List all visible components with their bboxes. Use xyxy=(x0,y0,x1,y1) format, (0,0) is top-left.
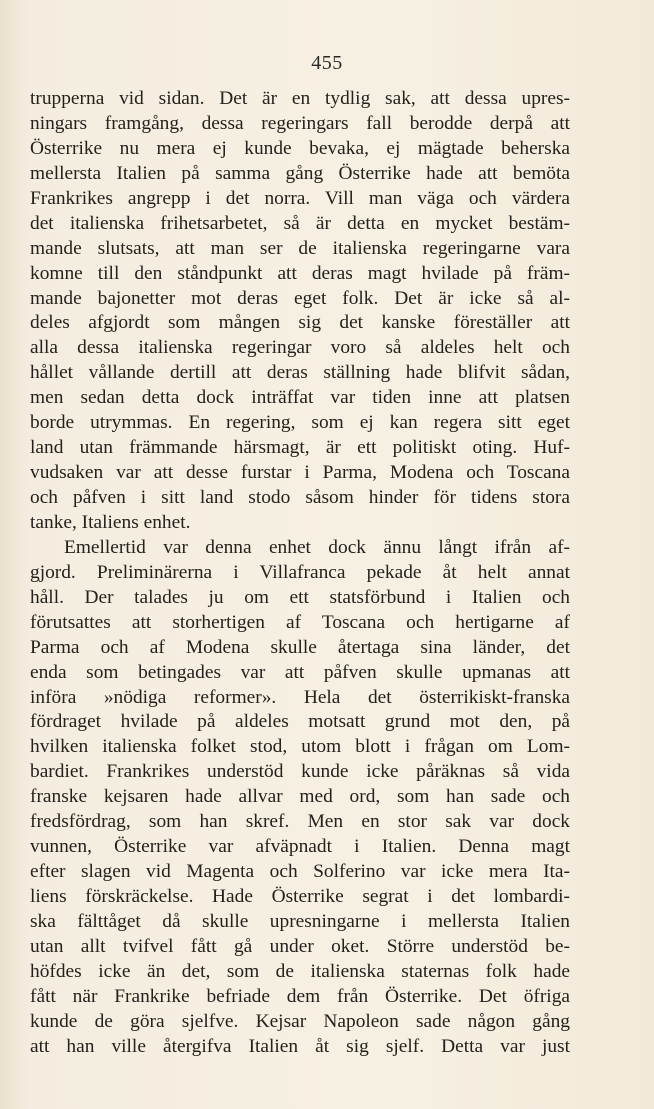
text-line: och påfven i sitt land stodo såsom hinder för tidens stora xyxy=(30,487,570,508)
text-line: efter slagen vid Magenta och Solferino var icke mera Ita- xyxy=(30,861,570,883)
text-line: mellersta Italien på samma gång Österrike hade att bemöta xyxy=(30,162,570,184)
text-line: vudsaken var att desse furstar i Parma, Modena och Toscana xyxy=(30,462,570,484)
text-line: fördraget hvilade på aldeles motsatt grund mot den, på xyxy=(30,711,570,733)
text-line: komne till den ståndpunkt att deras magt hvilade på främ- xyxy=(30,262,570,284)
text-line: ska fälttåget då skulle upresningarne i mellersta Italien xyxy=(30,910,570,932)
text-line: deles afgjordt som mången sig det kanske föreställer att xyxy=(30,312,570,334)
text-line: att han ville återgifva Italien åt sig sjelf. Detta var just xyxy=(30,1035,570,1057)
text-line: franske kejsaren hade allvar med ord, som han sade och xyxy=(30,786,570,808)
text-line: hvilken italienska folket stod, utom blott i frågan om Lom- xyxy=(30,736,570,758)
text-line: fått när Frankrike befriade dem från Österrike. Det öfriga xyxy=(30,985,570,1007)
text-line: Parma och af Modena skulle återtaga sina länder, det xyxy=(30,636,570,658)
text-line: liens förskräckelse. Hade Österrike segrat i det lombardi- xyxy=(30,886,570,907)
text-line: håll. Der talades ju om ett statsförbund i Italien och xyxy=(30,586,570,608)
text-line: kunde de göra sjelfve. Kejsar Napoleon sade någon gång xyxy=(30,1010,570,1032)
text-line: mande slutsats, att man ser de italienska regeringarne vara xyxy=(30,237,570,259)
page-number: 455 xyxy=(311,52,343,74)
text-line: ningars framgång, dessa regeringars fall berodde derpå att xyxy=(30,112,570,134)
text-line: mande bajonetter mot deras eget folk. Det är icke så al- xyxy=(30,287,570,309)
text-line: utan allt tvifvel fått gå under oket. Större understöd be- xyxy=(30,935,570,957)
text-line: Österrike nu mera ej kunde bevaka, ej mägtade beherska xyxy=(30,137,570,159)
text-line: Frankrikes angrepp i det norra. Vill man väga och värdera xyxy=(30,187,570,209)
text-line: vunnen, Österrike var afväpnadt i Italien. Denna magt xyxy=(30,836,570,858)
text-line: det italienska frihetsarbetet, så är detta en mycket bestäm- xyxy=(30,212,570,234)
text-line: fredsfördrag, som han skref. Men en stor sak var dock xyxy=(30,811,570,833)
text-line: gjord. Preliminärerna i Villafranca pekade åt helt annat xyxy=(30,561,570,583)
text-line: hållet vållande dertill att deras ställning hade blifvit sådan, xyxy=(30,362,570,384)
text-line: införa »nödiga reformer». Hela det österrikiskt-franska xyxy=(30,686,570,708)
text-line: trupperna vid sidan. Det är en tydlig sak, att dessa upres- xyxy=(30,88,570,109)
text-line: alla dessa italienska regeringar voro så aldeles helt och xyxy=(30,337,570,359)
paragraph-start-line: Emellertid var denna enhet dock ännu långt ifrån af- xyxy=(64,536,570,558)
text-line: men sedan detta dock inträffat var tiden inne att platsen xyxy=(30,387,570,409)
paragraph-end-line: tanke, Italiens enhet. xyxy=(30,511,191,533)
text-line: borde utrymmas. En regering, som ej kan regera sitt eget xyxy=(30,412,570,434)
text-line: land utan främmande härsmagt, är ett politiskt oting. Huf- xyxy=(30,437,570,459)
text-line: förutsattes att storhertigen af Toscana och hertigarne af xyxy=(30,611,570,633)
body-text xyxy=(30,87,570,1060)
text-line: höfdes icke än det, som de italienska staternas folk hade xyxy=(30,960,570,982)
text-line: enda som betingades var att påfven skulle upmanas att xyxy=(30,661,570,683)
text-line: bardiet. Frankrikes understöd kunde icke påräknas så vida xyxy=(30,761,570,783)
